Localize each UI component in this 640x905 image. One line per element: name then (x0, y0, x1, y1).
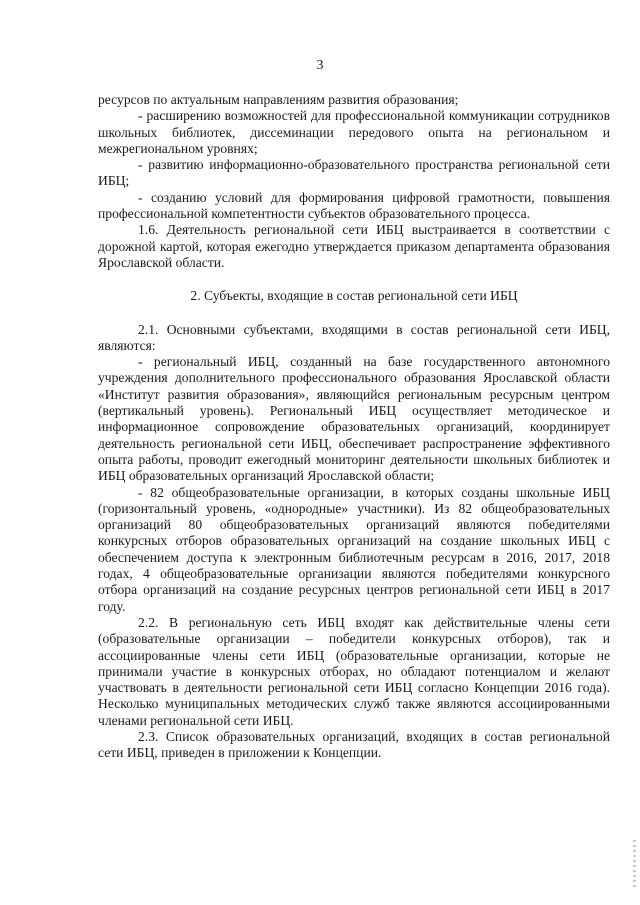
paragraph-2-2: 2.2. В региональную сеть ИБЦ входят как действительные члены сети (образовательные организации – победители конкурсных отборов), так и ассоциированные члены сети ИБЦ (образовательные организации, которые не принимали участие в конкурсных отборах, но обладают потенциалом и желают участвовать в деятельности региональной сети ИБЦ согласно Концепции 2016 года). Несколько муниципальных методических служб также являются ассоциированными членами региональной сети ИБЦ. (98, 614, 610, 728)
paragraph-82-organizations: - 82 общеобразовательные организации, в которых созданы школьные ИБЦ (горизонтальный уровень, «однородные» участники). Из 82 общеобразовательных организаций 80 общеобразовательных организаций являются победителями конкурсных отборов образовательных организаций на создание школьных ИБЦ с обеспечением доступа к электронным библиотечным ресурсам в 2016, 2017, 2018 годах, 4 общеобразовательные организации являются победителями конкурсного отбора организаций на создание ресурсных центров региональной сети ИБЦ в 2017 году. (98, 484, 610, 614)
paragraph-info-space: - развитию информационно-образовательного пространства региональной сети ИБЦ; (98, 157, 610, 189)
page-number: 3 (316, 58, 324, 73)
paragraph-2-1: 2.1. Основными субъектами, входящими в состав региональной сети ИБЦ, являются: (98, 321, 610, 353)
paragraph-digital-literacy: - созданию условий для формирования цифровой грамотности, повышения профессиональной компетентности субъектов образовательного процесса. (98, 189, 610, 222)
paragraph-regional-ibc: - региональный ИБЦ, созданный на базе государственного автономного учреждения дополнительного профессионального образования Ярославской области «Институт развития образования», являющийся региональным ресурсным центром (вертикальный уровень). Региональный ИБЦ осуществляет методическое и информационное сопровождение образовательных организаций, координирует деятельность региональной сети ИБЦ, обеспечивает распространение эффективного опыта работы, проводит ежегодный мониторинг деятельности школьных библиотек и ИБЦ образовательных организаций Ярославской области; (98, 354, 610, 484)
document-body (98, 92, 610, 762)
paragraph-2-3: 2.3. Список образовательных организаций, входящих в состав региональной сети ИБЦ, приведен в приложении к Концепции. (98, 728, 610, 761)
paragraph-1-6: 1.6. Деятельность региональной сети ИБЦ выстраивается в соответствии с дорожной картой, которая ежегодно утверждается приказом департамента образования Ярославской области. (98, 222, 610, 270)
paragraph-resources: ресурсов по актуальным направлениям развития образования; (98, 92, 459, 107)
paragraph-communication: - расширению возможностей для профессиональной коммуникации сотрудников школьных библиотек, диссеминации передового опыта на региональном и межрегиональном уровнях; (98, 108, 610, 156)
margin-scan-mark (633, 840, 636, 890)
section-heading-2: 2. Субъекты, входящие в состав региональной сети ИБЦ (190, 288, 518, 304)
